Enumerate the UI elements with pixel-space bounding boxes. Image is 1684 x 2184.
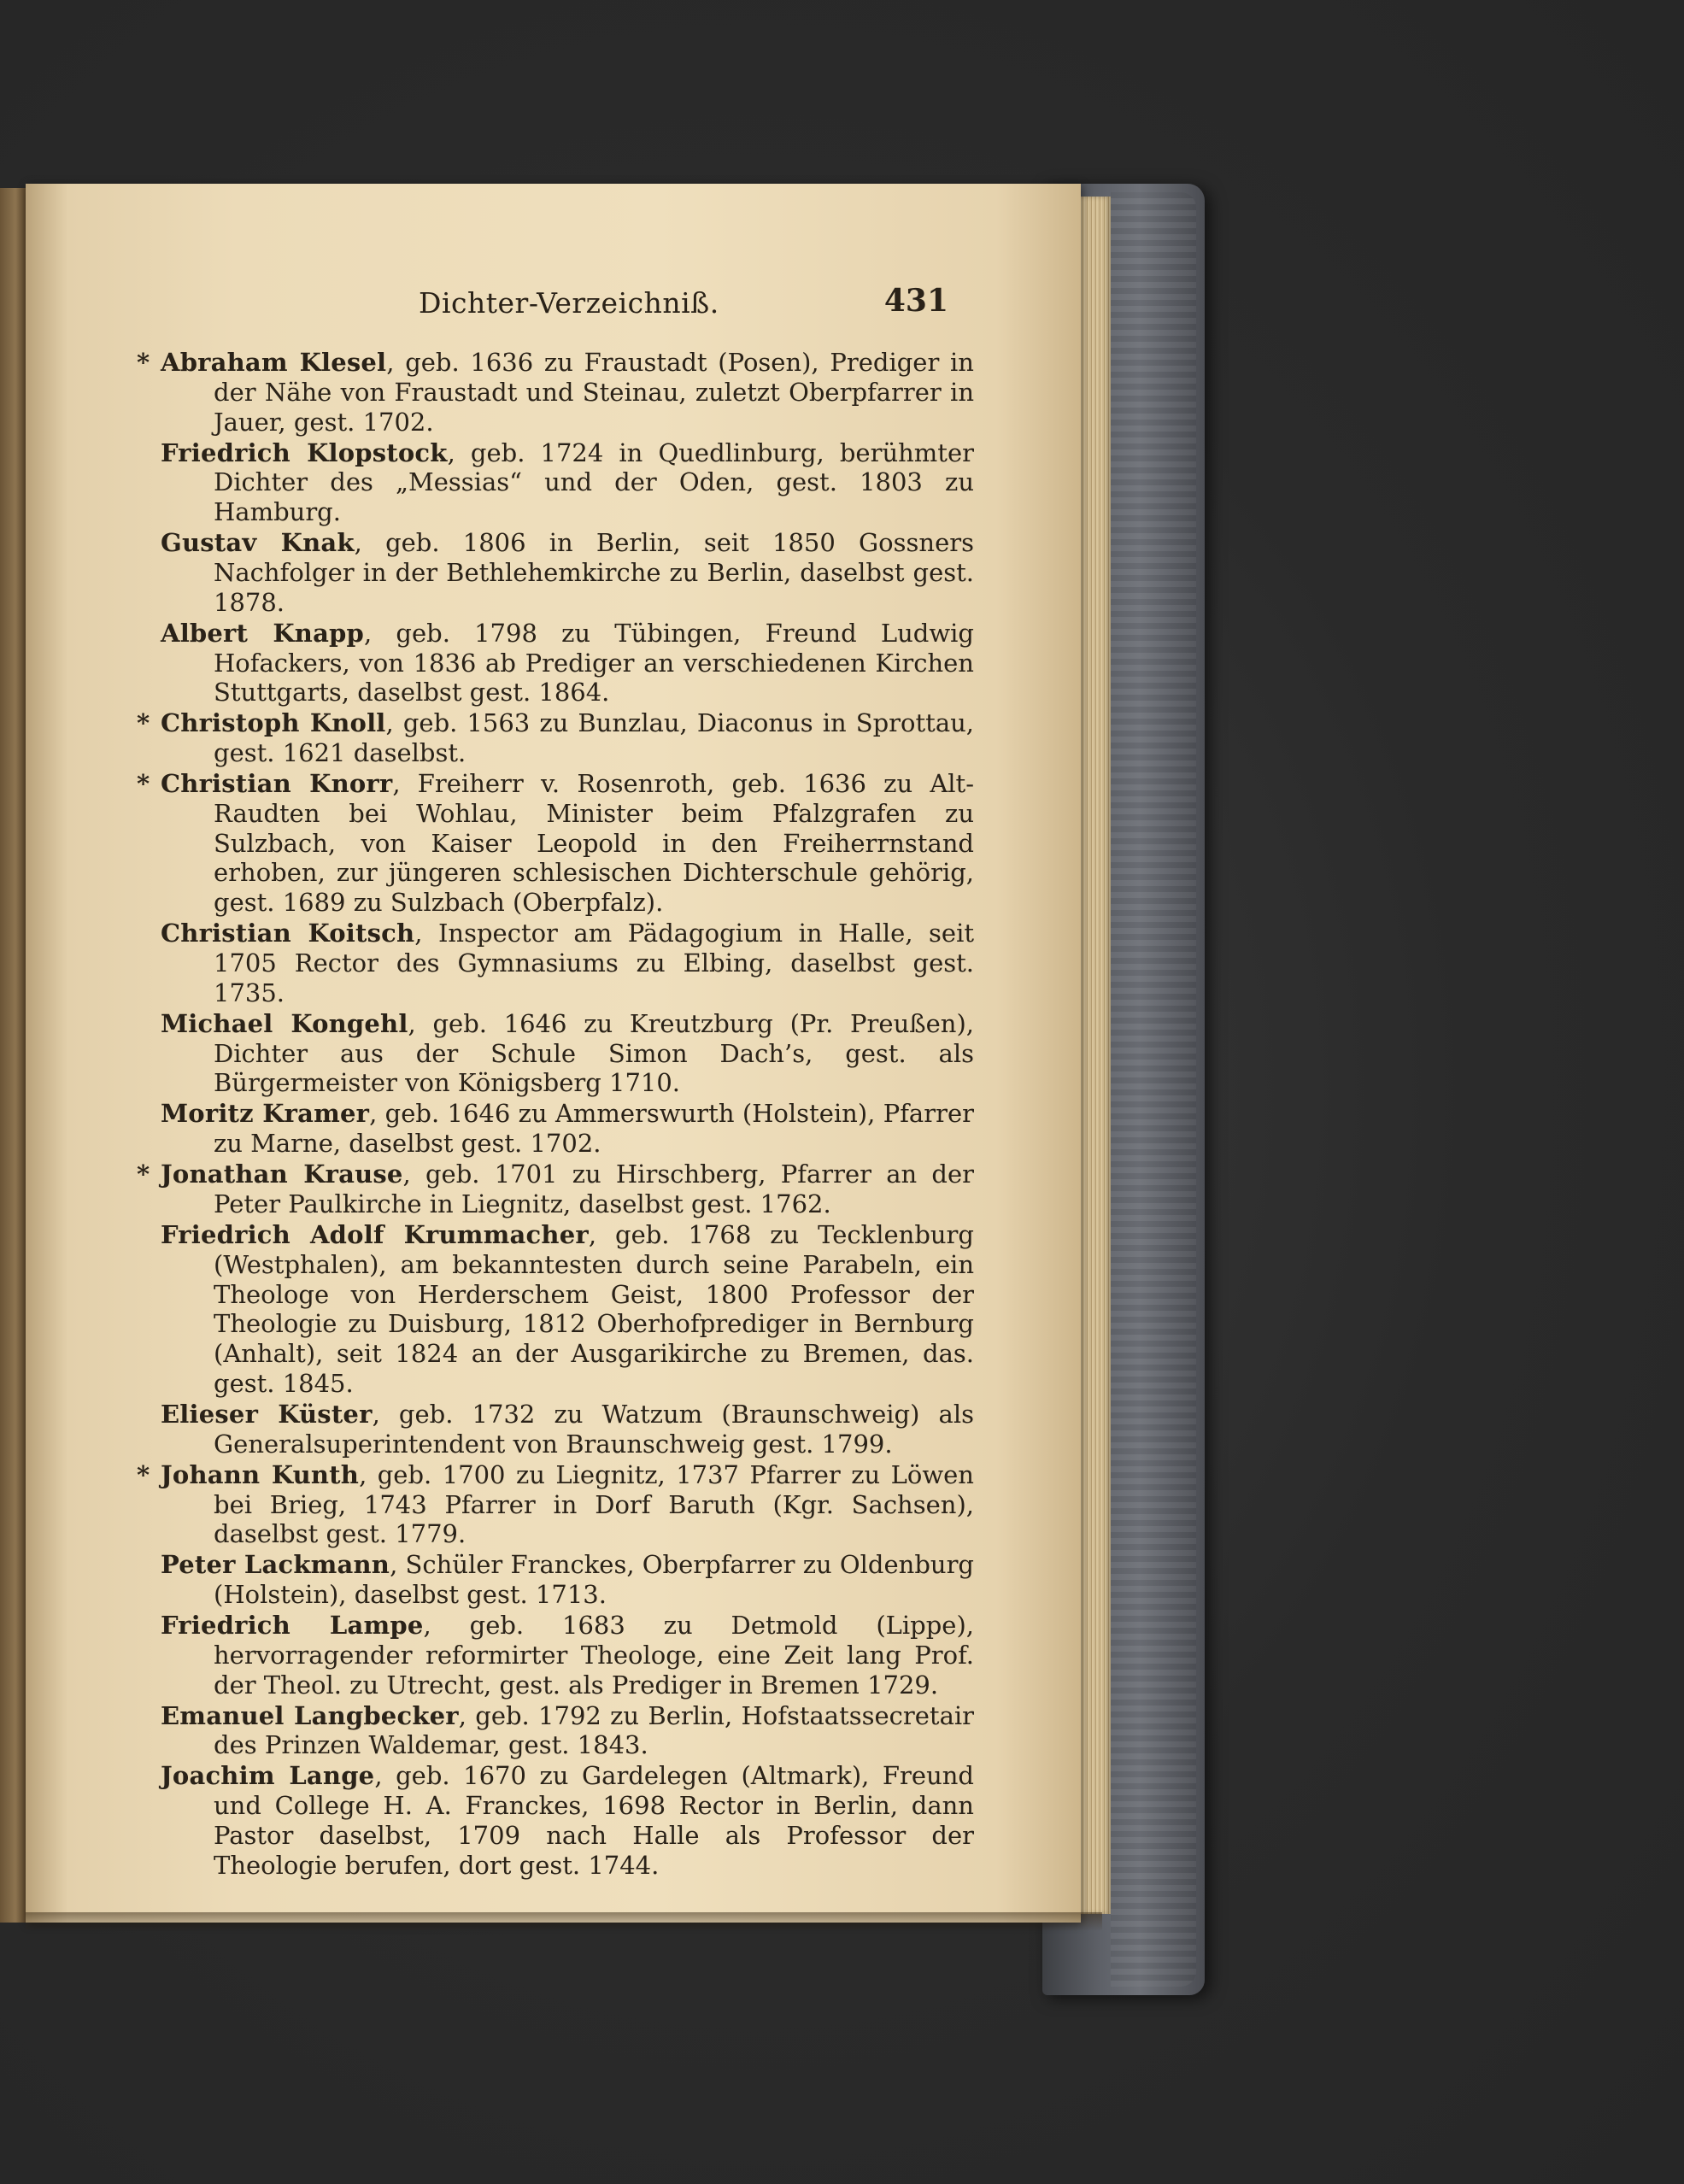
poet-name: Friedrich Klopstock: [161, 437, 448, 467]
poet-description: , geb. 1701 zu Hirschberg, Pfarrer an der Peter Paulkirche in Liegnitz, daselbst gest. 1762.: [214, 1160, 974, 1218]
index-entry: [137, 528, 974, 617]
entry-marker: *: [137, 769, 150, 799]
entry-marker: *: [137, 1459, 150, 1489]
index-entry: [137, 1550, 974, 1610]
poet-description: , Inspector am Pädagogium in Halle, seit 1705 Rector des Gymnasiums zu Elbing, daselbst gest. 1735.: [214, 919, 974, 1007]
index-entry: [137, 769, 974, 918]
book-spine-texture: [1111, 192, 1196, 1987]
poet-description: , Schüler Franckes, Oberpfarrer zu Oldenburg (Holstein), daselbst gest. 1713.: [214, 1550, 974, 1610]
index-entry: [137, 1009, 974, 1098]
poet-description: , geb. 1724 in Quedlinburg, berühmter Dichter des „Messias“ und der Oden, gest. 1803 zu Hamburg.: [214, 437, 974, 527]
poet-name: Moritz Kramer: [161, 1099, 370, 1129]
poet-name: Joachim Lange: [161, 1761, 375, 1791]
poet-name: Gustav Knak: [161, 528, 355, 558]
poet-description: , geb. 1792 zu Berlin, Hofstaatssecretair des Prinzen Waldemar, gest. 1843.: [214, 1700, 974, 1760]
page-number: 431: [883, 283, 948, 319]
poet-name: Jonathan Krause: [161, 1160, 403, 1189]
index-entry: [137, 1611, 974, 1700]
poet-name: Friedrich Lampe: [161, 1611, 424, 1641]
index-entry: [137, 438, 974, 527]
running-title: Dichter-Verzeichniß.: [419, 286, 719, 320]
entry-marker: *: [137, 348, 150, 377]
poet-description: , geb. 1732 zu Watzum (Braunschweig) als Generalsuperintendent von Braunschweig gest. 1799.: [214, 1399, 974, 1459]
poet-description: , geb. 1563 zu Bunzlau, Diaconus in Sprottau, gest. 1621 daselbst.: [214, 708, 974, 768]
index-entry: [137, 708, 974, 768]
poet-name: Johann Kunth: [161, 1459, 360, 1489]
poet-description: , geb. 1683 zu Detmold (Lippe), hervorragender reformirter Theologe, eine Zeit lang Prof. der Theol. zu Utrecht, gest. als Prediger in Bremen 1729.: [214, 1611, 974, 1700]
poet-name: Friedrich Adolf Krummacher: [161, 1219, 589, 1249]
page-content: [137, 283, 974, 1882]
entry-marker: *: [137, 1160, 150, 1189]
poet-index-list: [137, 348, 974, 1881]
index-entry: [137, 348, 974, 437]
index-entry: [137, 1400, 974, 1459]
poet-name: Christian Knorr: [161, 769, 393, 799]
poet-description: , geb. 1768 zu Tecklenburg (Westphalen), am bekanntesten durch seine Parabeln, ein Theologe von Herderschem Geist, 1800 Professor der Theologie zu Duisburg, 1812 Oberhofprediger in Bernburg (Anhalt), seit 1824 an der Ausgarikirche zu Bremen, das. gest. 1845.: [214, 1219, 974, 1398]
page-shadow: [26, 1912, 1102, 1931]
left-page-edge: [0, 188, 26, 1923]
poet-description: , geb. 1798 zu Tübingen, Freund Ludwig Hofackers, von 1836 ab Prediger an verschiedenen Kirchen Stuttgarts, daselbst gest. 1864.: [214, 618, 974, 707]
poet-description: , geb. 1806 in Berlin, seit 1850 Gossners Nachfolger in der Bethlehemkirche zu Berlin, daselbst gest. 1878.: [214, 528, 974, 617]
poet-name: Michael Kongehl: [161, 1008, 408, 1038]
index-entry: [137, 919, 974, 1007]
poet-name: Christian Koitsch: [161, 919, 415, 948]
poet-description: , geb. 1700 zu Liegnitz, 1737 Pfarrer zu Löwen bei Brieg, 1743 Pfarrer in Dorf Baruth (Kgr. Sachsen), daselbst gest. 1779.: [214, 1459, 974, 1549]
poet-name: Peter Lackmann: [161, 1550, 390, 1580]
index-entry: [137, 1460, 974, 1549]
index-entry: [137, 619, 974, 707]
index-entry: [137, 1761, 974, 1880]
poet-name: Elieser Küster: [161, 1399, 373, 1429]
index-entry: [137, 1701, 974, 1761]
index-entry: [137, 1160, 974, 1219]
poet-name: Abraham Klesel: [161, 348, 387, 377]
poet-description: , geb. 1670 zu Gardelegen (Altmark), Freund und College H. A. Franckes, 1698 Rector in Berlin, dann Pastor daselbst, 1709 nach Halle als Professor der Theologie berufen, dort gest. 1744.: [214, 1761, 974, 1880]
poet-name: Albert Knapp: [161, 618, 365, 648]
poet-description: , geb. 1636 zu Fraustadt (Posen), Prediger in der Nähe von Fraustadt und Steinau, zuletzt Oberpfarrer in Jauer, gest. 1702.: [214, 348, 974, 437]
entry-marker: *: [137, 708, 150, 738]
poet-name: Emanuel Langbecker: [161, 1700, 459, 1730]
page-header: [137, 283, 974, 338]
poet-description: , geb. 1646 zu Ammerswurth (Holstein), Pfarrer zu Marne, daselbst gest. 1702.: [214, 1099, 974, 1159]
index-entry: [137, 1099, 974, 1159]
poet-description: , Freiherr v. Rosenroth, geb. 1636 zu Alt-Raudten bei Wohlau, Minister beim Pfalzgrafen zu Sulzbach, von Kaiser Leopold in den Freiherrnstand erhoben, zur jüngeren schlesischen Dichterschule gehörig, gest. 1689 zu Sulzbach (Oberpfalz).: [214, 769, 974, 918]
poet-description: , geb. 1646 zu Kreutzburg (Pr. Preußen), Dichter aus der Schule Simon Dach’s, gest. als Bürgermeister von Königsberg 1710.: [214, 1008, 974, 1098]
poet-name: Christoph Knoll: [161, 708, 386, 738]
index-entry: [137, 1220, 974, 1399]
